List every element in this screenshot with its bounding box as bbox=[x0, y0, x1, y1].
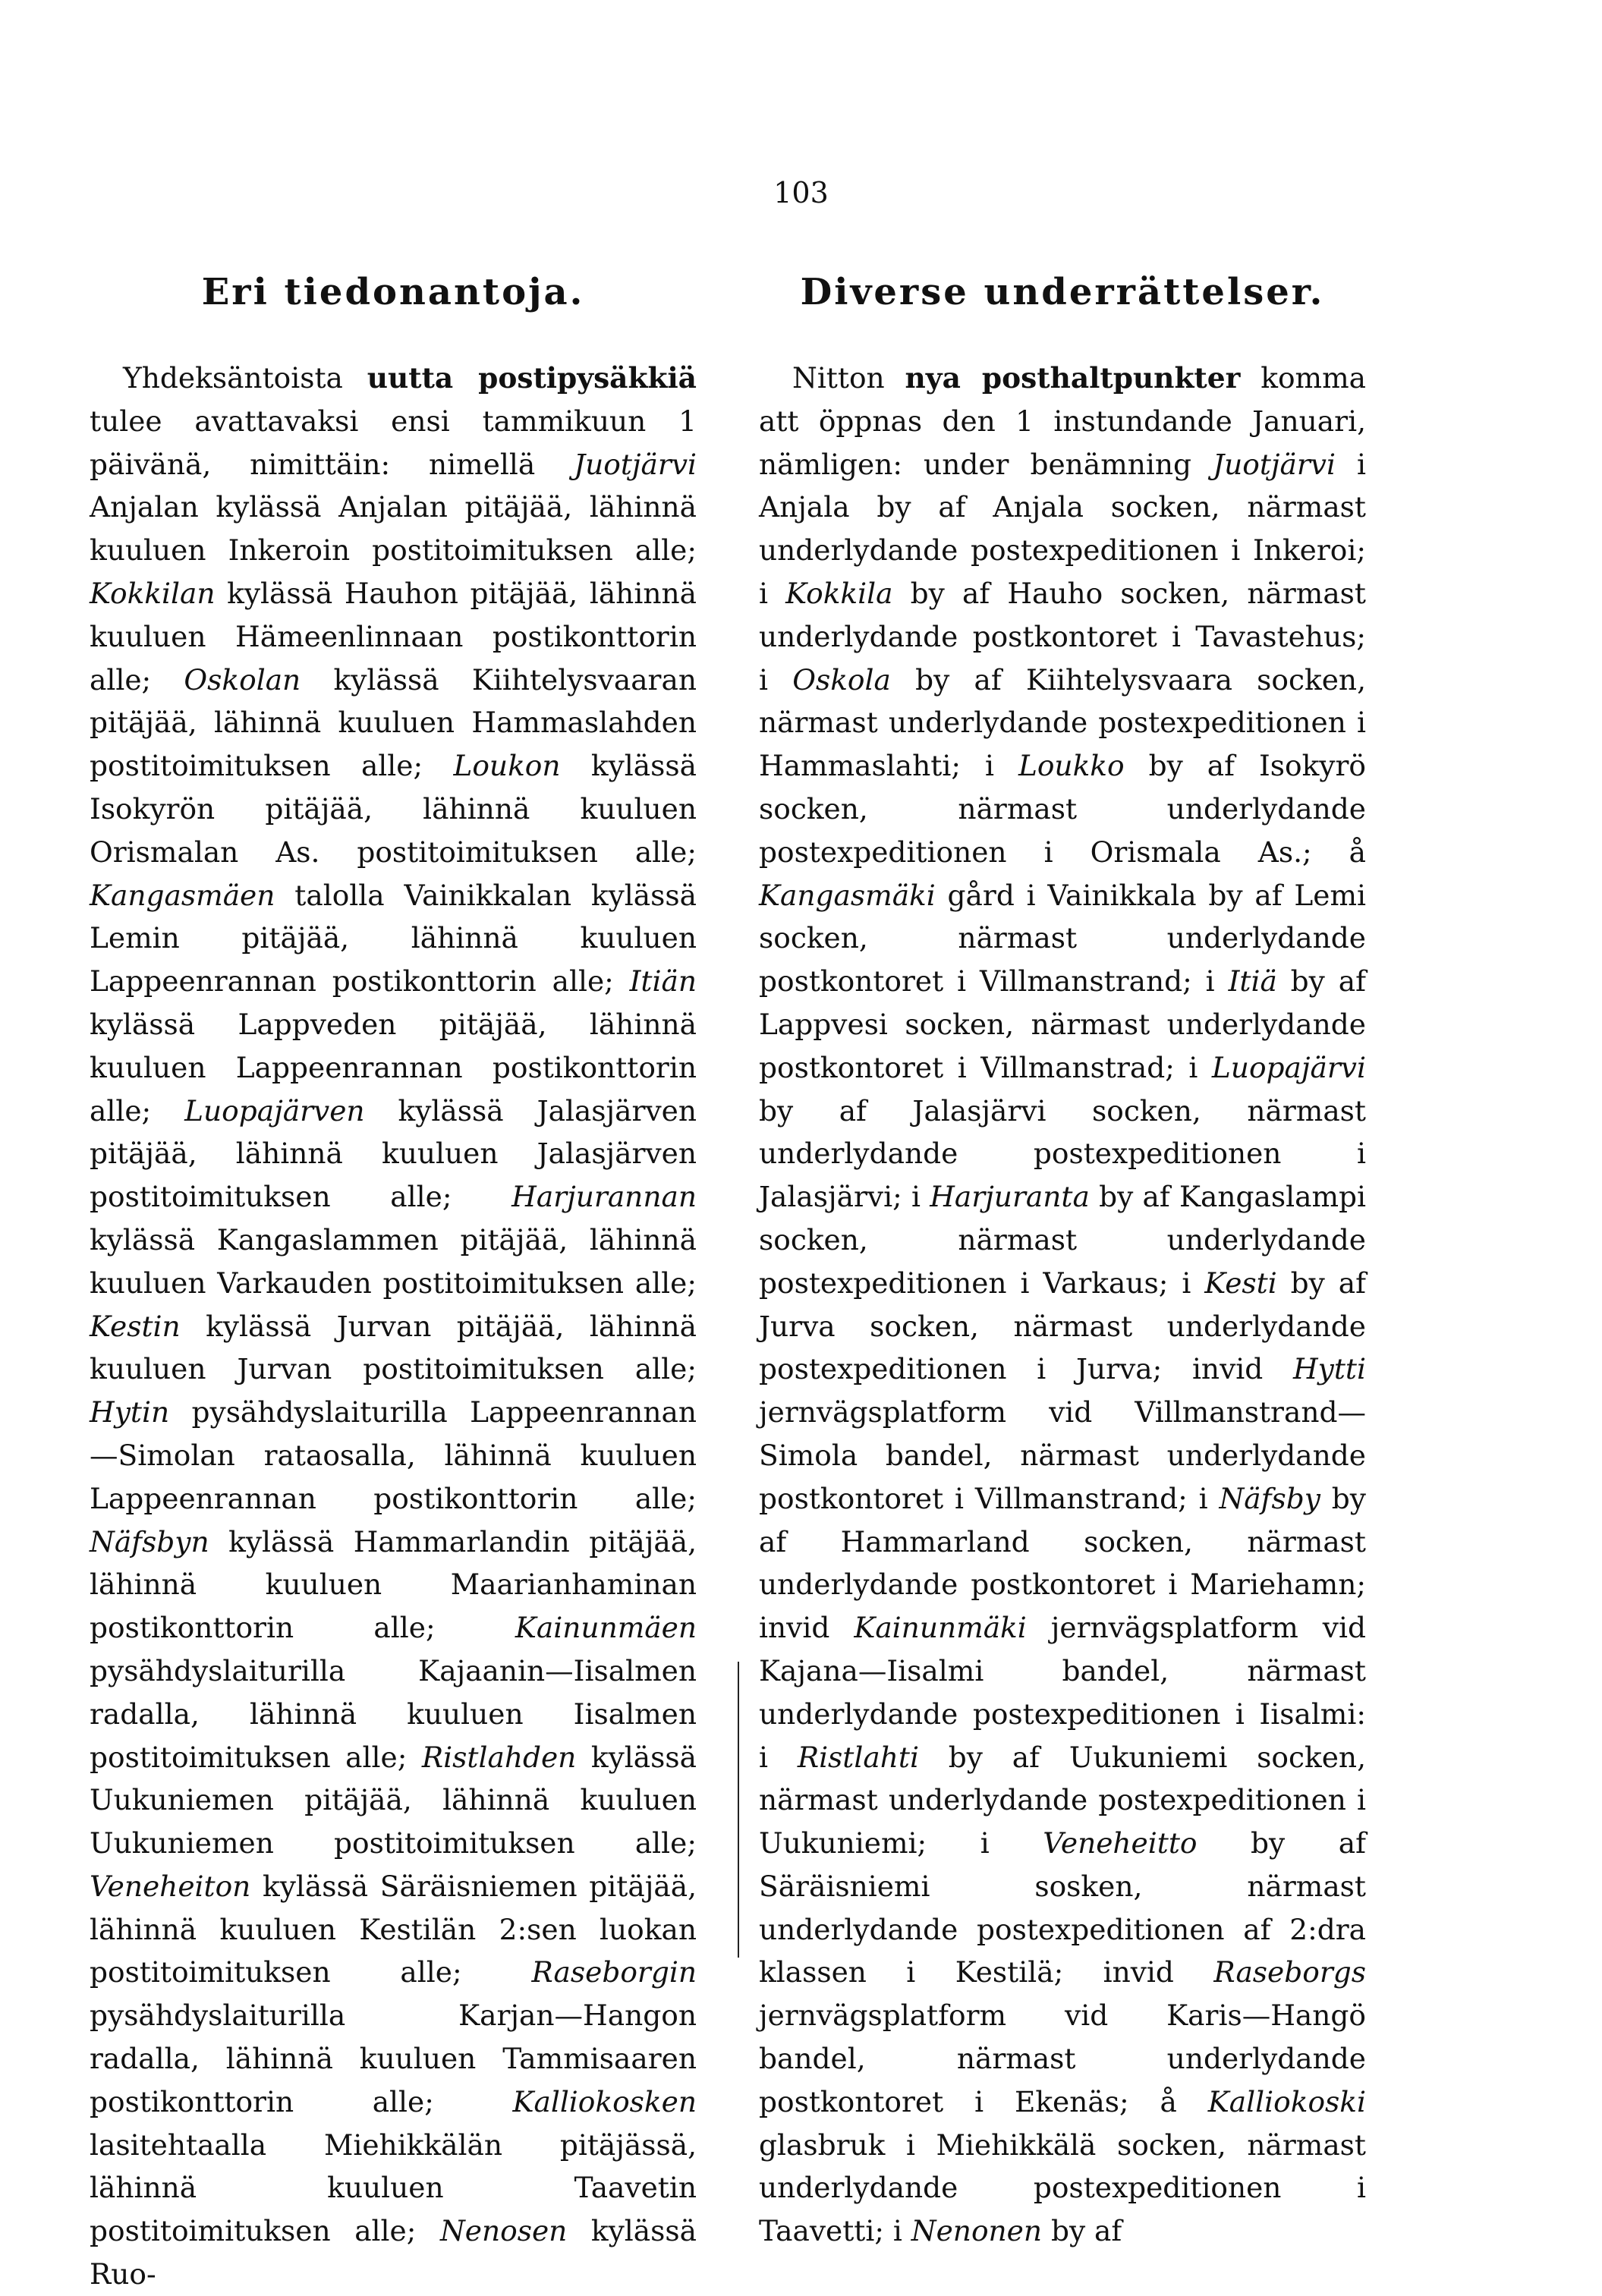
place-name: Veneheiton bbox=[90, 1869, 251, 1903]
swedish-column bbox=[759, 269, 1366, 2253]
body-text: by af bbox=[1042, 2214, 1122, 2248]
emphasis-text: nya posthaltpunkter bbox=[905, 361, 1241, 395]
place-name: Juotjärvi bbox=[1213, 447, 1336, 481]
body-text: by af Isokyrö socken, närmast underlydande postexpeditionen i Orismala As.; å bbox=[759, 749, 1366, 869]
body-text: kylässä Isokyrön pitäjää, lähinnä kuuluen Orismalan As. postitoimituksen alle; bbox=[90, 749, 697, 869]
finnish-column bbox=[90, 269, 697, 2296]
place-name: Oskolan bbox=[184, 662, 301, 697]
body-text: jernvägsplatform vid Karis—Hangö bandel, närmast underlydande postkontoret i Ekenäs; å bbox=[759, 1999, 1366, 2118]
body-text: Nitton bbox=[792, 361, 905, 395]
place-name: Kesti bbox=[1204, 1266, 1277, 1300]
body-text: i Anjala by af Anjala socken, närmast underlydande postexpeditionen i Inkeroi; i bbox=[759, 447, 1366, 610]
place-name: Nenonen bbox=[911, 2214, 1043, 2248]
place-name: Näfsbyn bbox=[90, 1524, 209, 1558]
place-name: Harjuranta bbox=[930, 1180, 1090, 1214]
body-text: kylässä Kangaslammen pitäjää, lähinnä kuuluen Varkauden postitoimituksen alle; bbox=[90, 1222, 697, 1300]
place-name: Ristlahti bbox=[797, 1740, 919, 1774]
body-text: by af Uukuniemi socken, närmast underlydande postexpeditionen i Uukuniemi; i bbox=[759, 1740, 1366, 1860]
swedish-paragraph bbox=[759, 357, 1366, 2253]
body-text: tulee avattavaksi ensi tammikuun 1 päivänä, nimittäin: nimellä bbox=[90, 404, 697, 481]
body-text: pysähdyslaiturilla Kajaanin—Iisalmen radalla, lähinnä kuuluen Iisalmen postitoimituksen alle; bbox=[90, 1653, 697, 1774]
body-text: Anjalan kylässä Anjalan pitäjää, lähinnä kuuluen Inkeroin postitoimituksen alle; bbox=[90, 490, 697, 568]
place-name: Kokkilan bbox=[90, 576, 216, 610]
column-divider bbox=[738, 1662, 739, 1958]
body-text: glasbruk i Miehikkälä socken, närmast underlydande postexpeditionen i Taavetti; i bbox=[759, 2128, 1366, 2248]
body-text: kylässä Jalasjärven pitäjää, lähinnä kuuluen Jalasjärven postitoimituksen alle; bbox=[90, 1093, 697, 1214]
body-text: by af Säräisniemi sosken, närmast underlydande postexpeditionen af 2:dra klassen i Kestilä; invid bbox=[759, 1826, 1366, 1989]
place-name: Ristlahden bbox=[421, 1740, 577, 1774]
finnish-paragraph bbox=[90, 357, 697, 2296]
place-name: Luopajärvi bbox=[1211, 1050, 1366, 1084]
place-name: Kainunmäen bbox=[515, 1611, 697, 1645]
body-text: kylässä Hammarlandin pitäjää, lähinnä kuuluen Maarianhaminan postikonttorin alle; bbox=[90, 1524, 697, 1645]
page-number: 103 bbox=[773, 176, 829, 209]
body-text: kylässä Ruo- bbox=[90, 2214, 697, 2291]
place-name: Kangasmäen bbox=[90, 878, 275, 912]
body-text: pysähdyslaiturilla Karjan—Hangon radalla, lähinnä kuuluen Tammisaaren postikonttorin alle; bbox=[90, 1999, 697, 2118]
body-text: jernvägsplatform vid Villmanstrand—Simola bandel, närmast underlydande postkontoret i Villmanstrand; i bbox=[759, 1395, 1366, 1515]
place-name: Raseborgin bbox=[531, 1955, 697, 1989]
body-text: lasitehtaalla Miehikkälän pitäjässä, lähinnä kuuluen Taavetin postitoimituksen alle; bbox=[90, 2128, 697, 2248]
place-name: Kalliokosken bbox=[512, 2084, 697, 2118]
body-text: by af Hauho socken, närmast underlydande postkontoret i Tavastehus; i bbox=[759, 576, 1366, 697]
finnish-heading: Eri tiedonantoja. bbox=[201, 271, 585, 313]
body-text: by af Lappvesi socken, närmast underlydande postkontoret i Villmanstrad; i bbox=[759, 964, 1366, 1084]
body-text: kylässä Uukuniemen pitäjää, lähinnä kuuluen Uukuniemen postitoimituksen alle; bbox=[90, 1740, 697, 1860]
emphasis-text: uutta postipysäkkiä bbox=[367, 361, 697, 395]
place-name: Oskola bbox=[792, 662, 891, 697]
place-name: Kokkila bbox=[785, 576, 893, 610]
body-text: kylässä Lappveden pitäjää, lähinnä kuuluen Lappeenrannan postikonttorin alle; bbox=[90, 1007, 697, 1128]
swedish-heading: Diverse underrättelser. bbox=[800, 271, 1325, 313]
body-text: kylässä Säräisniemen pitäjää, lähinnä kuuluen Kestilän 2:sen luokan postitoimituksen alle; bbox=[90, 1869, 697, 1989]
place-name: Nenosen bbox=[439, 2214, 568, 2248]
body-text: kylässä Kiihtelysvaaran pitäjää, lähinnä kuuluen Hammaslahden postitoimituksen alle; bbox=[90, 662, 697, 783]
place-name: Loukko bbox=[1018, 749, 1125, 783]
place-name: Raseborgs bbox=[1213, 1955, 1366, 1989]
body-text: Yhdeksäntoista bbox=[123, 361, 367, 395]
place-name: Loukon bbox=[453, 749, 561, 783]
place-name: Harjurannan bbox=[511, 1180, 697, 1214]
body-text: by af Hammarland socken, närmast underlydande postkontoret i Mariehamn; invid bbox=[759, 1481, 1366, 1645]
body-text: jernvägsplatform vid Kajana—Iisalmi bandel, närmast underlydande postexpeditionen i Iisalmi: i bbox=[759, 1611, 1366, 1774]
place-name: Hytti bbox=[1292, 1352, 1366, 1386]
body-text: pysähdyslaiturilla Lappeenrannan—Simolan rataosalla, lähinnä kuuluen Lappeenrannan postikonttorin alle; bbox=[90, 1395, 697, 1515]
body-text: talolla Vainikkalan kylässä Lemin pitäjää, lähinnä kuuluen Lappeenrannan postikonttorin alle; bbox=[90, 878, 697, 999]
place-name: Itiän bbox=[629, 964, 697, 999]
place-name: Kangasmäki bbox=[759, 878, 936, 912]
body-text: komma att öppnas den 1 instundande Januari, nämligen: under benämning bbox=[759, 361, 1367, 481]
body-text: kylässä Jurvan pitäjää, lähinnä kuuluen Jurvan postitoimituksen alle; bbox=[90, 1309, 697, 1386]
place-name: Veneheitto bbox=[1043, 1826, 1198, 1860]
body-text: by af Kiihtelysvaara socken, närmast underlydande postexpeditionen i Hammaslahti; i bbox=[759, 662, 1366, 783]
place-name: Kalliokoski bbox=[1207, 2084, 1366, 2118]
place-name: Hytin bbox=[90, 1395, 170, 1429]
body-text: by af Jurva socken, närmast underlydande postexpeditionen i Jurva; invid bbox=[759, 1266, 1366, 1386]
place-name: Itiä bbox=[1228, 964, 1277, 999]
body-text: kylässä Hauhon pitäjää, lähinnä kuuluen Hämeenlinnaan postikonttorin alle; bbox=[90, 576, 697, 697]
place-name: Juotjärvi bbox=[574, 447, 697, 481]
place-name: Kainunmäki bbox=[854, 1611, 1027, 1645]
place-name: Kestin bbox=[90, 1309, 181, 1343]
place-name: Luopajärven bbox=[184, 1093, 365, 1128]
body-text: by af Kangaslampi socken, närmast underlydande postexpeditionen i Varkaus; i bbox=[759, 1180, 1367, 1300]
body-text: by af Jalasjärvi socken, närmast underlydande postexpeditionen i Jalasjärvi; i bbox=[759, 1093, 1366, 1214]
place-name: Näfsby bbox=[1219, 1481, 1320, 1515]
body-text: gård i Vainikkala by af Lemi socken, närmast underlydande postkontoret i Villmanstrand; i bbox=[759, 878, 1366, 999]
